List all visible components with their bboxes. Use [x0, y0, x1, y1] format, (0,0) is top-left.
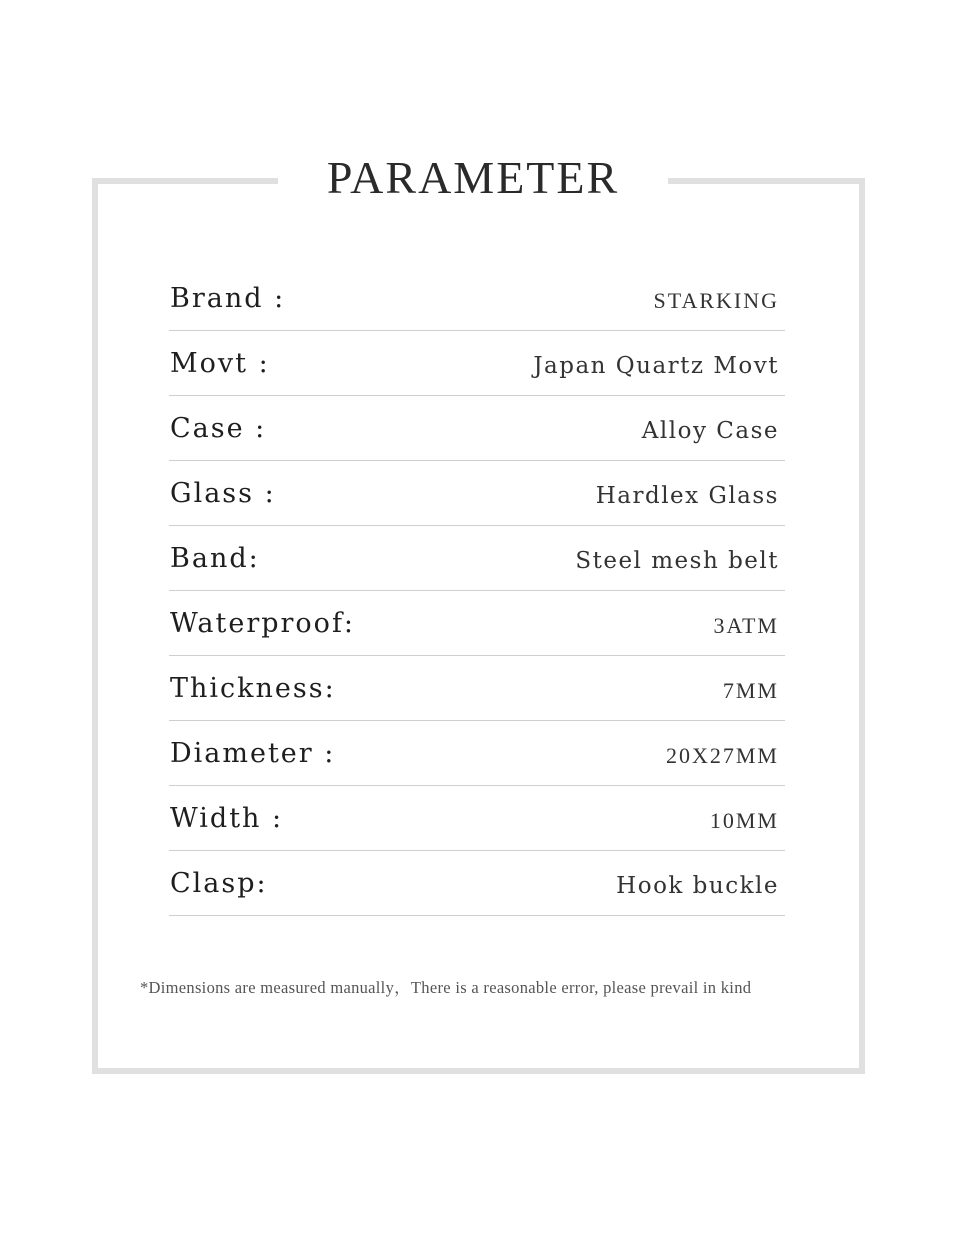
param-label: Case :: [170, 413, 267, 444]
param-row-movt: [169, 331, 785, 396]
param-label: Brand :: [170, 283, 286, 314]
param-label: Movt :: [170, 348, 270, 379]
param-label: Waterproof:: [170, 608, 356, 639]
param-label: Clasp:: [170, 868, 268, 899]
param-row-thickness: [169, 656, 785, 721]
param-value: 10MM: [709, 808, 779, 833]
param-label: Glass :: [170, 478, 276, 509]
param-row-width: [169, 786, 785, 851]
parameter-table: [169, 266, 785, 916]
param-label: Thickness:: [170, 673, 336, 704]
param-value: Alloy Case: [641, 418, 779, 444]
param-row-brand: [169, 266, 785, 331]
param-value: STARKING: [653, 288, 779, 313]
param-label: Width :: [170, 803, 284, 834]
param-value: Hardlex Glass: [595, 483, 779, 509]
param-label: Diameter :: [170, 738, 336, 769]
page-title: PARAMETER: [326, 152, 620, 203]
param-row-case: [169, 396, 785, 461]
param-value: Japan Quartz Movt: [533, 353, 779, 379]
param-value: 3ATM: [713, 613, 779, 638]
param-row-glass: [169, 461, 785, 526]
disclaimer-note: *Dimensions are measured manually，There is a reasonable error, please prevail in kind: [140, 978, 752, 997]
param-row-clasp: [169, 851, 785, 916]
param-label: Band:: [170, 543, 260, 574]
param-row-band: [169, 526, 785, 591]
param-row-diameter: [169, 721, 785, 786]
param-value: 7MM: [722, 678, 779, 703]
param-value: Hook buckle: [616, 873, 779, 899]
param-value: 20X27MM: [665, 743, 779, 768]
param-value: Steel mesh belt: [575, 548, 779, 574]
param-row-waterproof: [169, 591, 785, 656]
